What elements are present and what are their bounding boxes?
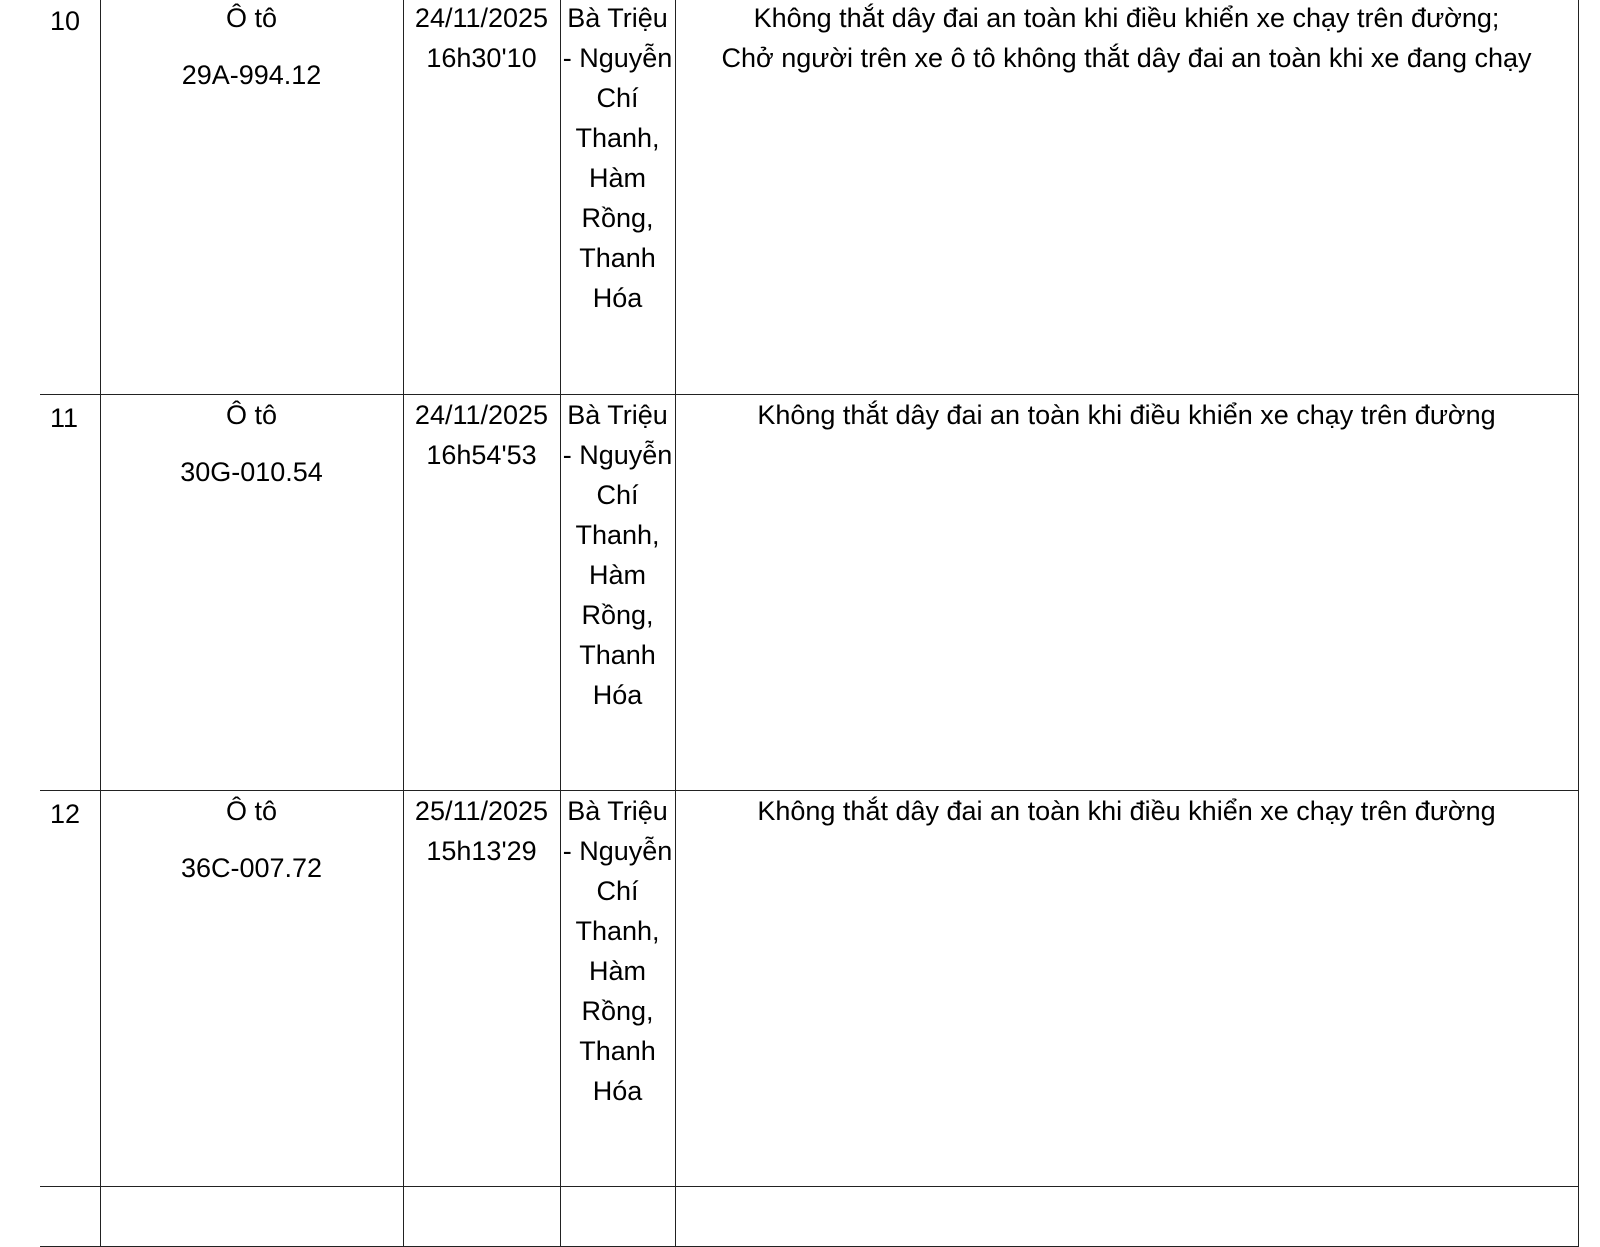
- violation-text-line1: Không thắt dây đai an toàn khi điều khiển xe chạy trên đường;: [753, 3, 1500, 33]
- license-plate: 29A-994.12: [181, 60, 322, 90]
- cell-time: [403, 790, 560, 1186]
- table-row: [40, 394, 1578, 790]
- row-number: 12: [50, 798, 81, 829]
- violations-table-container: [40, 0, 1578, 1247]
- table-row: [40, 0, 1578, 394]
- cell-time: [403, 0, 560, 394]
- violation-text-line1: Không thắt dây đai an toàn khi điều khiển xe chạy trên đường: [757, 399, 1496, 430]
- cell-place: [560, 394, 675, 790]
- vehicle-type: Ô tô: [225, 399, 278, 430]
- cell-place: [560, 0, 675, 394]
- violation-text-line1: Không thắt dây đai an toàn khi điều khiển xe chạy trên đường: [757, 795, 1496, 826]
- cell-stt: [40, 0, 100, 394]
- vehicle-type: Ô tô: [225, 3, 278, 33]
- cell-place: [560, 1186, 675, 1246]
- violation-place: Bà Triệu - Nguyễn Chí Thanh, Hàm Rồng, Thanh Hóa: [562, 399, 673, 710]
- violation-date: 25/11/2025: [414, 795, 549, 826]
- license-plate: 30G-010.54: [180, 456, 323, 487]
- row-number: 10: [50, 6, 81, 36]
- cell-vehicle: [100, 1186, 403, 1246]
- violation-text-line2: Chở người trên xe ô tô không thắt dây đai an toàn khi xe đang chạy: [721, 43, 1532, 73]
- cell-vehicle: [100, 790, 403, 1186]
- cell-time: [403, 1186, 560, 1246]
- violation-time: 15h13'29: [426, 835, 537, 866]
- cell-place: [560, 790, 675, 1186]
- cell-stt: [40, 1186, 100, 1246]
- license-plate: 36C-007.72: [180, 852, 323, 883]
- cell-violation: [675, 1186, 1578, 1246]
- cell-violation: [675, 790, 1578, 1186]
- cell-time: [403, 394, 560, 790]
- table-row: [40, 790, 1578, 1186]
- violation-date: 24/11/2025: [414, 3, 549, 33]
- violation-time: 16h30'10: [426, 43, 537, 73]
- cell-stt: [40, 394, 100, 790]
- violation-place: Bà Triệu - Nguyễn Chí Thanh, Hàm Rồng, Thanh Hóa: [562, 795, 673, 1106]
- cell-vehicle: [100, 0, 403, 394]
- cell-violation: [675, 0, 1578, 394]
- cell-vehicle: [100, 394, 403, 790]
- violation-date: 24/11/2025: [414, 399, 549, 430]
- cell-stt: [40, 790, 100, 1186]
- violation-place: Bà Triệu - Nguyễn Chí Thanh, Hàm Rồng, Thanh Hóa: [562, 3, 673, 313]
- row-number: 11: [50, 402, 79, 433]
- cell-violation: [675, 394, 1578, 790]
- violation-time: 16h54'53: [426, 439, 537, 470]
- vehicle-type: Ô tô: [225, 795, 278, 826]
- violations-table: [40, 0, 1579, 1247]
- table-row-partial: [40, 1186, 1578, 1246]
